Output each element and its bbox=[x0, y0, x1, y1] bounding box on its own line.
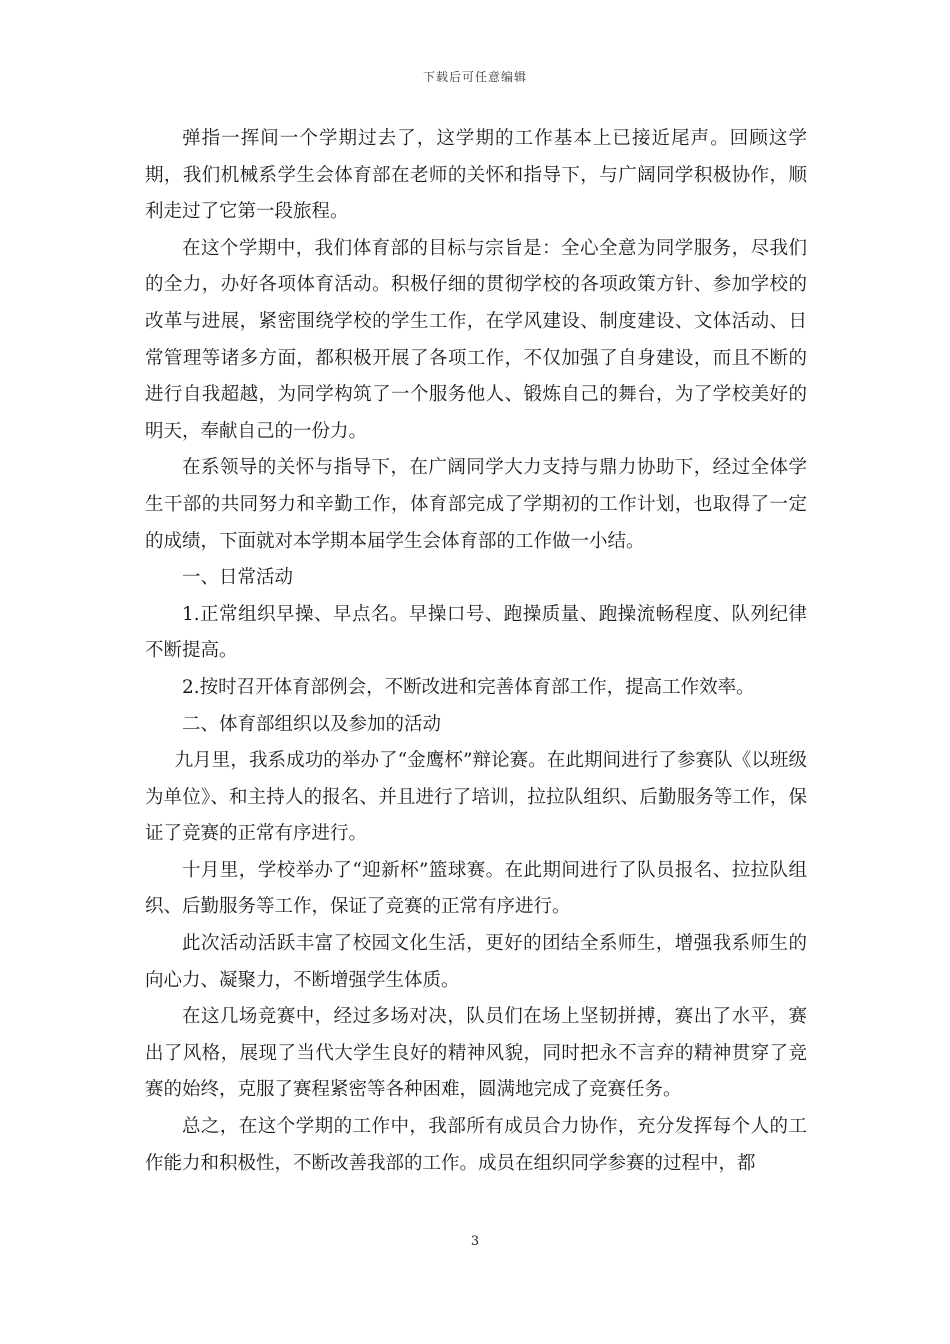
list-item-weekly-meeting: 2.按时召开体育部例会，不断改进和完善体育部工作，提高工作效率。 bbox=[182, 676, 755, 698]
paragraph-basketball-contest: 十月里，学校举办了“迎新杯”篮球赛。在此期间进行了队员报名、拉拉队组织、后勤服务等工作，保证了竞赛的正常有序进行。 bbox=[145, 859, 807, 918]
page-header: 下载后可任意编辑 bbox=[422, 70, 527, 84]
section-heading-organized-activities: 二、体育部组织以及参加的活动 bbox=[182, 713, 442, 735]
paragraph-competition-results: 在这几场竞赛中，经过多场对决，队员们在场上坚韧拼搏，赛出了水平，赛出了风格，展现了当代大学生良好的精神风貌，同时把永不言弃的精神贯穿了竞赛的始终，克服了赛程紧密等各种困难，圆满地完成了竞赛任务。 bbox=[145, 1006, 807, 1101]
paragraph-achievements: 在系领导的关怀与指导下，在广阔同学大力支持与鼎力协助下，经过全体学生干部的共同努力和辛勤工作，体育部完成了学期初的工作计划，也取得了一定的成绩，下面就对本学期本届学生会体育部的工作做一小结。 bbox=[145, 457, 807, 552]
paragraph-activity-impact: 此次活动活跃丰富了校园文化生活，更好的团结全系师生，增强我系师生的向心力、凝聚力，不断增强学生体质。 bbox=[145, 933, 807, 991]
document-body bbox=[145, 121, 807, 1182]
paragraph-goals: 在这个学期中，我们体育部的目标与宗旨是：全心全意为同学服务，尽我们的全力，办好各项体育活动。积极仔细的贯彻学校的各项政策方针、参加学校的改革与进展，紧密围绕学校的学生工作，在学风建设、制度建设、文体活动、日常管理等诸多方面，都积极开展了各项工作，不仅加强了自身建设，而且不断的进行自我超越，为同学构筑了一个服务他人、锻炼自己的舞台，为了学校美好的明天，奉献自己的一份力。 bbox=[145, 237, 807, 442]
page-number: 3 bbox=[470, 1234, 480, 1249]
list-item-morning-exercise: 1.正常组织早操、早点名。早操口号、跑操质量、跑操流畅程度、队列纪律不断提高。 bbox=[145, 603, 807, 662]
paragraph-debate-contest: 九月里，我系成功的举办了“金鹰杯”辩论赛。在此期间进行了参赛队《以班级为单位》、和主持人的报名、并且进行了培训，拉拉队组织、后勤服务等工作，保证了竞赛的正常有序进行。 bbox=[145, 750, 807, 845]
paragraph-intro: 弹指一挥间一个学期过去了，这学期的工作基本上已接近尾声。回顾这学期，我们机械系学生会体育部在老师的关怀和指导下，与广阔同学积极协作，顺利走过了它第一段旅程。 bbox=[145, 128, 807, 223]
section-heading-daily-activities: 一、日常活动 bbox=[182, 567, 294, 589]
paragraph-summary: 总之，在这个学期的工作中，我部所有成员合力协作，充分发挥每个人的工作能力和积极性，不断改善我部的工作。成员在组织同学参赛的过程中，都 bbox=[145, 1116, 807, 1174]
